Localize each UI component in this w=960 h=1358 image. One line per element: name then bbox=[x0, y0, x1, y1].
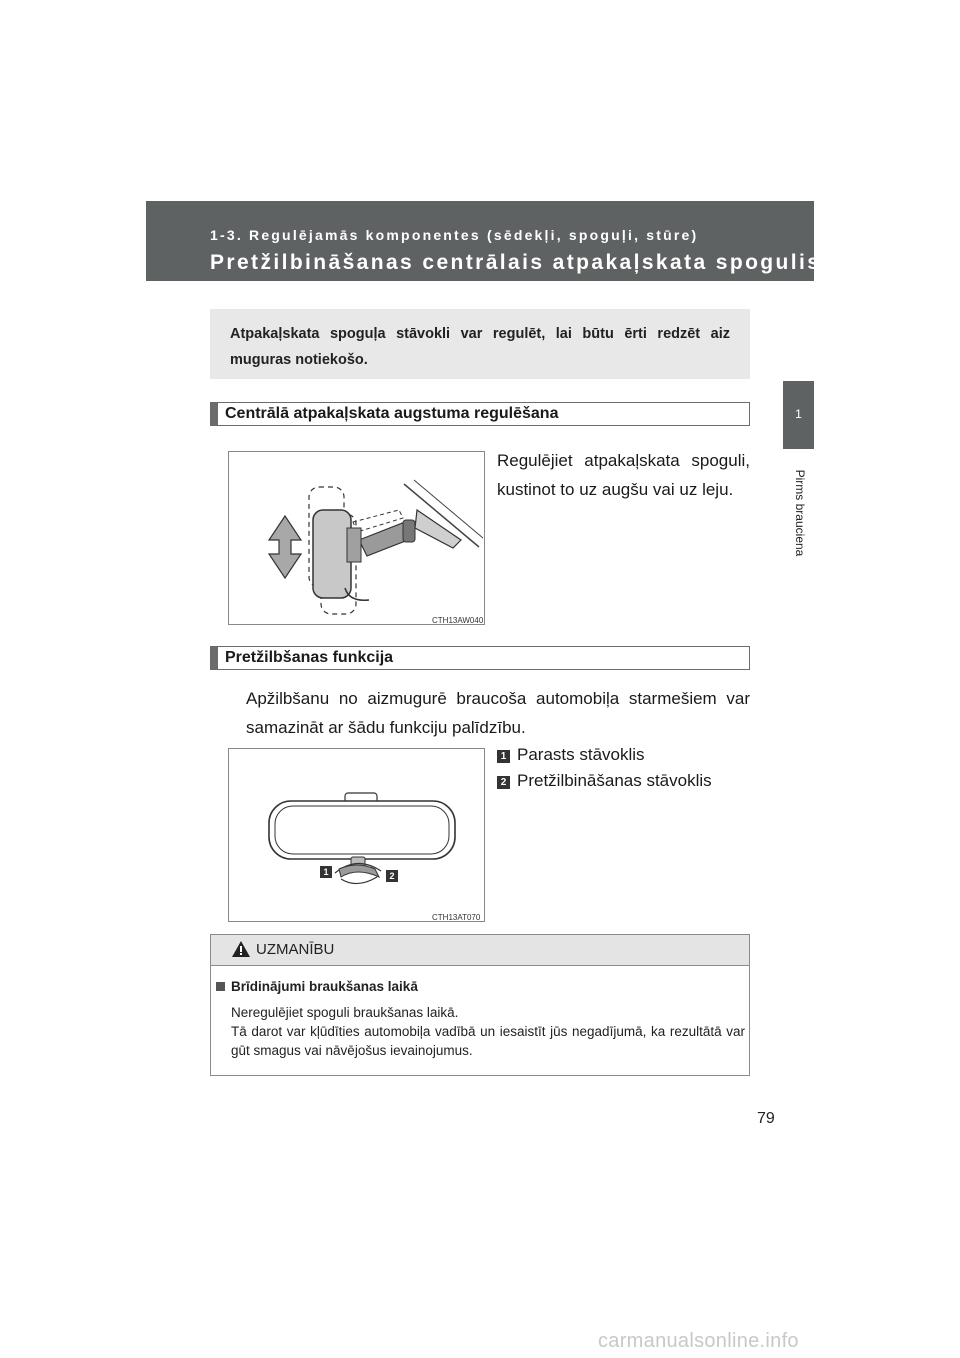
item-number-badge: 1 bbox=[497, 750, 510, 763]
figure-label-2: 2 bbox=[389, 871, 395, 881]
warning-subtitle: Brīdinājumi braukšanas laikā bbox=[231, 979, 418, 994]
warning-box bbox=[210, 934, 750, 1076]
watermark: carmanualsonline.info bbox=[598, 1330, 799, 1352]
chapter-header bbox=[146, 201, 822, 281]
item-label: Pretžilbināšanas stāvoklis bbox=[517, 771, 712, 790]
section-heading-anti-glare: Pretžilbšanas funkcija bbox=[210, 646, 750, 670]
bullet-square-icon bbox=[216, 982, 225, 991]
mirror-height-illustration bbox=[229, 452, 486, 626]
figure-code: CTH13AT070 bbox=[432, 913, 481, 922]
warning-title: UZMANĪBU bbox=[256, 941, 335, 958]
list-item bbox=[497, 771, 712, 791]
intro-box: Atpakaļskata spoguļa stāvokli var regulēt, lai būtu ērti redzēt aiz muguras notiekošo. bbox=[210, 309, 750, 379]
warning-text-line1: Neregulējiet spoguli braukšanas laikā. bbox=[231, 1005, 459, 1020]
figure-mirror-height bbox=[228, 451, 485, 625]
list-item bbox=[497, 745, 645, 765]
page-number: 79 bbox=[757, 1110, 775, 1127]
chapter-tab bbox=[783, 381, 814, 449]
section1-text: Regulējiet atpakaļskata spoguli, kustinot to uz augšu vai uz leju. bbox=[497, 451, 750, 499]
item-number-badge: 2 bbox=[497, 776, 510, 789]
item-label: Parasts stāvoklis bbox=[517, 745, 645, 764]
warning-subtitle-row bbox=[216, 979, 418, 994]
section-heading-height-adjust: Centrālā atpakaļskata augstuma regulēšana bbox=[210, 402, 750, 426]
figure-mirror-anti-glare bbox=[228, 748, 485, 922]
warning-text-line2: Tā darot var kļūdīties automobiļa vadībā un iesaistīt jūs negadījumā, ka rezultātā var gūt smagus vai nāvējošus ievainojumus. bbox=[231, 1024, 745, 1058]
section2-text: Apžilbšanu no aizmugurē braucoša automobiļa starmešiem var samazināt ar šādu funkciju palīdzību. bbox=[246, 689, 750, 737]
chapter-label: Pirms brauciena bbox=[793, 469, 807, 557]
mirror-anti-glare-illustration bbox=[229, 749, 486, 923]
chapter-side-label bbox=[790, 460, 806, 570]
figure-code: CTH13AW040 bbox=[432, 616, 484, 625]
warning-header bbox=[211, 935, 749, 966]
figure-label-1: 1 bbox=[323, 867, 329, 877]
section-title: 1-3. Regulējamās komponentes (sēdekļi, spoguļi, stūre) bbox=[210, 227, 699, 243]
page-title: Pretžilbināšanas centrālais atpakaļskata spogulis bbox=[210, 251, 822, 274]
chapter-number: 1 bbox=[795, 407, 802, 421]
warning-icon bbox=[231, 940, 251, 958]
